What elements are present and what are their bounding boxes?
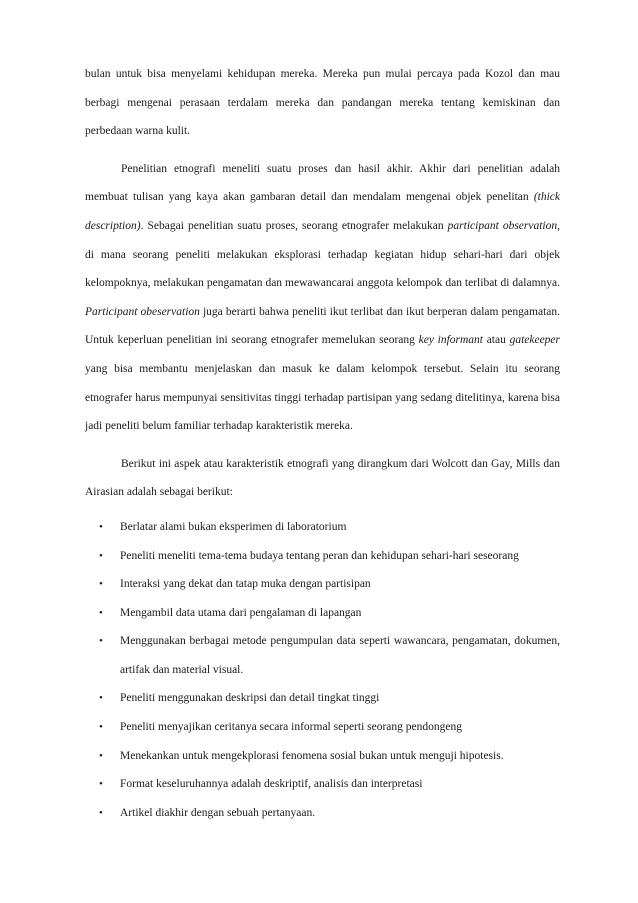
list-item <box>85 570 560 599</box>
list-item <box>85 770 560 799</box>
term-thick-description: (thick description) <box>85 191 560 232</box>
paragraph-2-text-f: yang bisa membantu menjelaskan dan masuk ke dalam kelompok tersebut. Selain itu seorang etnografer harus mempunyai sensitivitas tinggi terhadap partisipan yang sedang ditelitinya, karena bisa jadi peneliti belum familiar terhadap karakteristik mereka. <box>85 362 560 433</box>
bullet-icon: • <box>99 692 103 705</box>
bullet-icon: • <box>99 806 103 819</box>
bullet-icon: • <box>99 520 103 533</box>
list-item <box>85 799 560 828</box>
list-item <box>85 684 560 713</box>
list-item-text: Interaksi yang dekat dan tatap muka dengan partisipan <box>120 578 371 591</box>
list-item-text: Artikel diakhir dengan sebuah pertanyaan. <box>120 806 316 819</box>
list-item-text: Menggunakan berbagai metode pengumpulan data seperti wawancara, pengamatan, dokumen, artifak dan material visual. <box>120 635 560 676</box>
paragraph-3: Berikut ini aspek atau karakteristik etnografi yang dirangkum dari Wolcott dan Gay, Mills dan Airasian adalah sebagai berikut: <box>85 457 560 499</box>
term-key-informant: key informant <box>418 334 483 347</box>
bullet-icon: • <box>99 721 103 734</box>
bullet-icon: • <box>99 778 103 791</box>
list-item-text: Peneliti meneliti tema-tema budaya tentang peran dan kehidupan sehari-hari seseorang <box>120 549 519 562</box>
list-item-text: Mengambil data utama dari pengalaman di lapangan <box>120 606 362 619</box>
paragraph-2-text-d: juga berarti bahwa peneliti ikut terlibat dan ikut berperan dalam pengamatan. Untuk keperluan penelitian ini seorang etnografer memelukan seorang <box>85 305 560 347</box>
list-item <box>85 742 560 771</box>
bullet-icon: • <box>99 606 103 619</box>
list-item-text: Peneliti menyajikan ceritanya secara informal seperti seorang pendongeng <box>120 721 462 734</box>
list-item <box>85 513 560 542</box>
bullet-icon: • <box>99 549 103 562</box>
characteristics-list <box>85 513 560 828</box>
paragraph-2-text-e: atau <box>483 334 510 347</box>
list-item <box>85 542 560 571</box>
list-item <box>85 599 560 628</box>
list-item-text: Peneliti menggunakan deskripsi dan detail tingkat tinggi <box>120 692 380 705</box>
list-item-text: Menekankan untuk mengekplorasi fenomena sosial bukan untuk menguji hipotesis. <box>120 749 504 762</box>
bullet-icon: • <box>99 578 103 591</box>
list-item <box>85 713 560 742</box>
document-page <box>85 60 560 827</box>
paragraph-2-text-b: . Sebagai penelitian suatu proses, seorang etnografer melakukan <box>140 219 448 232</box>
bullet-icon: • <box>99 749 103 762</box>
paragraph-2-text-a: Penelitian etnografi meneliti suatu proses dan hasil akhir. Akhir dari penelitian adalah membuat tulisan yang kaya akan gambaran detail dan mendalam mengenai objek penelitan <box>85 162 560 204</box>
term-gatekeeper: gatekeeper <box>509 334 561 347</box>
list-item-text: Berlatar alami bukan eksperimen di laboratorium <box>120 520 347 533</box>
paragraph-2-text-c: , di mana seorang peneliti melakukan eksplorasi terhadap kegiatan hidup sehari-hari dari objek kelompoknya, melakukan pengamatan dan mewawancarai anggota kelompok dan terlibat di dalamnya. <box>85 219 560 290</box>
bullet-icon: • <box>99 635 103 648</box>
term-participant-observation: participant observation <box>447 219 558 232</box>
term-participant-obeservation: Participant obeservation <box>85 305 200 318</box>
list-item <box>85 627 560 684</box>
list-item-text: Format keseluruhannya adalah deskriptif, analisis dan interpretasi <box>120 778 423 791</box>
paragraph-2 <box>85 155 560 441</box>
paragraph-1: bulan untuk bisa menyelami kehidupan mereka. Mereka pun mulai percaya pada Kozol dan mau berbagi mengenai perasaan terdalam mereka dan pandangan mereka tentang kemiskinan dan perbedaan warna kulit. <box>85 68 560 138</box>
